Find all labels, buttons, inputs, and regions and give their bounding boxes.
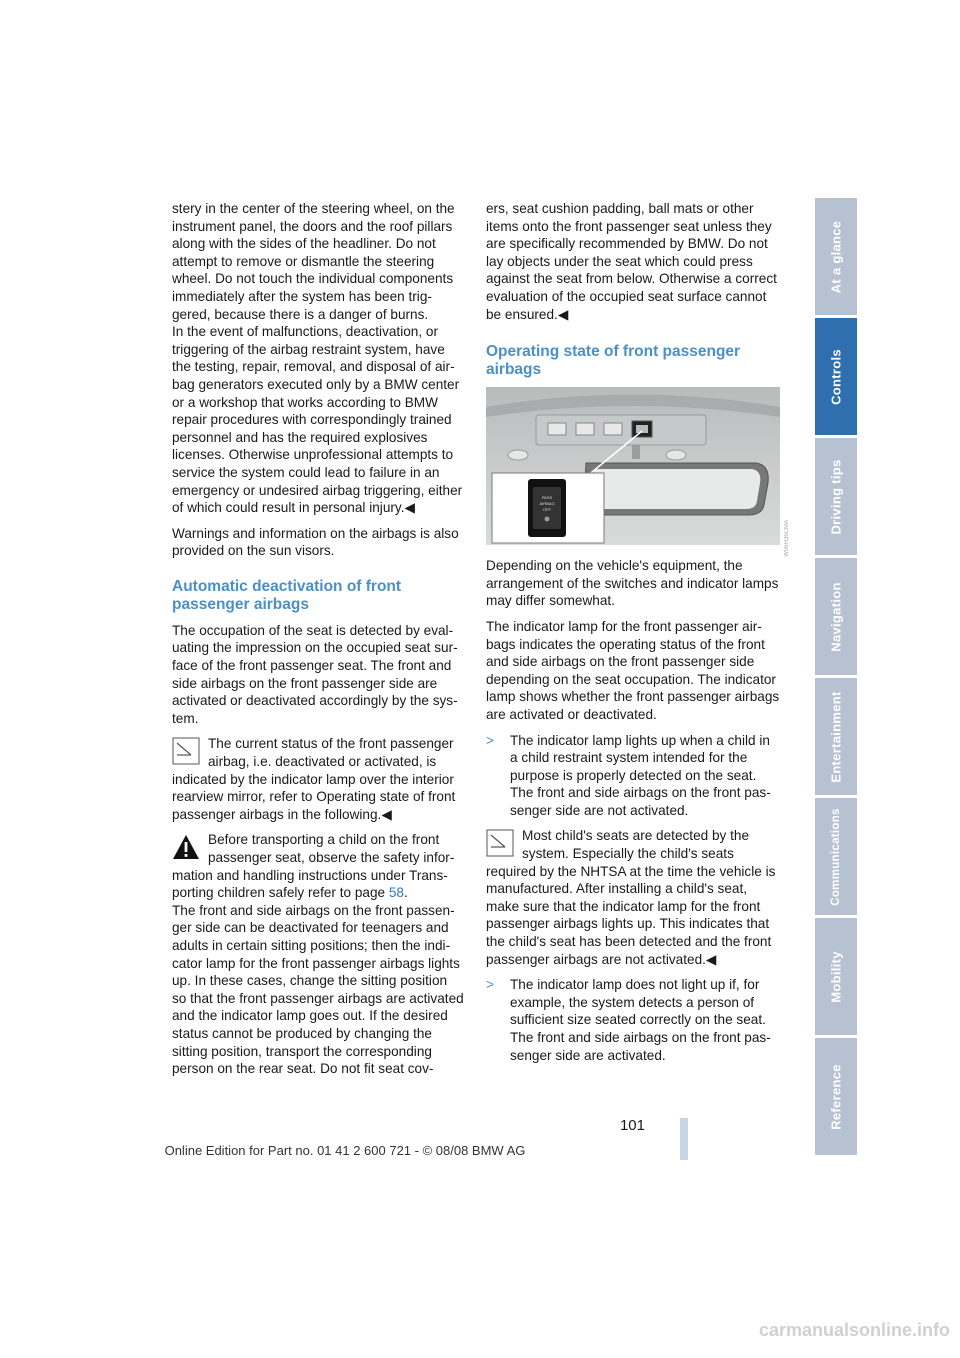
overhead-console-illustration — [486, 387, 780, 545]
bullet-marker: > — [486, 977, 494, 993]
paragraph: Warnings and information on the airbags is also provided on the sun visors. — [172, 525, 459, 559]
svg-text:OFF: OFF — [543, 507, 551, 513]
right-column — [486, 200, 780, 1072]
svg-text:AIRBAG: AIRBAG — [539, 501, 555, 507]
warning-icon — [172, 833, 200, 861]
paragraph: The indicator lamp for the front passenger airbags indicates the operating status of the front and side airbags on the front passenger side depending on the seat occupation. The indicator lamp shows whether the front passenger airbags are activated or deactivated. — [486, 618, 780, 722]
bullet-marker: > — [486, 732, 494, 748]
paragraph: Depending on the vehicle's equipment, the arrangement of the switches and indicator lamps may differ somewhat. — [486, 558, 779, 609]
end-marker: ◀ — [404, 500, 415, 516]
tab-reference[interactable]: Reference — [815, 1038, 857, 1155]
figure-code: W06H36CMA — [784, 520, 790, 557]
svg-text:PASS: PASS — [541, 495, 553, 501]
tab-communications[interactable]: Communications — [815, 798, 857, 915]
overhead-console-figure — [486, 387, 780, 545]
paragraph: The front and side airbags on the front passenger side can be deactivated for teenagers and adults in certain sitting positions; then the indicator lamp for the front passenger airbags lights up. In these cases, change the sitting position so that the front passenger airbags are activated and the indicator lamp goes out. If the desired status cannot be produced by changing the sitting position, transport the corresponding person on the rear seat. Do not fit seat cov- — [172, 902, 464, 1077]
tab-navigation[interactable]: Navigation — [815, 558, 857, 675]
tab-controls[interactable]: Controls — [815, 318, 857, 435]
list-item: > The indicator lamp does not light up if, for example, the system detects a person of sufficient size seated correctly on the seat. The front and side airbags on the front passenger side are activated. — [486, 977, 771, 1063]
note-block: The current status of the front passenger airbag, i.e. deactivated or activated, is indicated by the indicator lamp over the interior rearview mirror, refer to Operating state of front passenger airbags in the following.◀ — [172, 736, 456, 822]
end-marker: ◀ — [705, 951, 717, 967]
tab-at-a-glance[interactable]: At a glance — [815, 198, 857, 315]
tab-mobility[interactable]: Mobility — [815, 918, 857, 1035]
tab-driving-tips[interactable]: Driving tips — [815, 438, 857, 555]
tab-entertainment[interactable]: Entertainment — [815, 678, 857, 795]
chapter-tabs — [815, 198, 857, 1158]
paragraph: The occupation of the seat is detected by evaluating the impression on the occupied seat surface of the front passenger seat. The front and side airbags on the front passenger side are activated or deactivated accordingly by the system. — [172, 622, 458, 726]
paragraph: ers, seat cushion padding, ball mats or other items onto the front passenger seat unless they are specifically recommended by BMW. Do not lay objects under the seat which could press against the seat from below. Otherwise a correct evaluation of the occupied seat surface cannot be ensured.◀ — [486, 201, 777, 322]
end-marker: ◀ — [381, 806, 392, 822]
note-icon — [172, 737, 200, 765]
page-link[interactable]: 58 — [388, 885, 404, 901]
page-number: 101 — [619, 1117, 645, 1134]
paragraph: In the event of malfunctions, deactivation, or triggering of the airbag restraint system, have the testing, repair, removal, and disposal of airbag generators executed only by a BMW center or a workshop that works according to BMW repair procedures with correspondingly trained personnel and has the required explosives licenses. Otherwise unprofessional attempts to service the system could lead to failure in an emergency or undesired airbag triggering, either of which could result in personal injury.◀ — [172, 324, 463, 516]
end-marker: ◀ — [557, 306, 569, 322]
warning-block: Before transporting a child on the front passenger seat, observe the safety information and handling instructions under Transporting children safely refer to page 58. — [172, 832, 455, 901]
list-item: > The indicator lamp lights up when a child in a child restraint system intended for the purpose is properly detected on the seat. The front and side airbags on the front passenger side are not activated. — [486, 732, 771, 818]
section-heading: Automatic deactivation of front passenger airbags — [172, 577, 402, 613]
footer-edition: Online Edition for Part no. 01 41 2 600 721 - © 08/08 BMW AG — [164, 1143, 526, 1158]
left-column — [172, 200, 464, 1086]
watermark: carmanualsonline.info — [758, 1320, 950, 1340]
section-heading: Operating state of front passenger airbags — [486, 343, 741, 379]
paragraph: stery in the center of the steering wheel, on the instrument panel, the doors and the roof pillars along with the sides of the headliner. Do not attempt to remove or dismantle the steering wheel. Do not touch the individual components immediately after the system has been triggered, because there is a danger of burns. — [172, 201, 455, 322]
note-block: Most child's seats are detected by the system. Especially the child's seats required by the NHTSA at the time the vehicle is manufactured. After installing a child's seat, make sure that the indicator lamp for the front passenger airbags lights up. This indicates that the child's seat has been detected and the front passenger airbags are not activated.◀ — [486, 828, 776, 967]
note-icon — [486, 829, 514, 857]
